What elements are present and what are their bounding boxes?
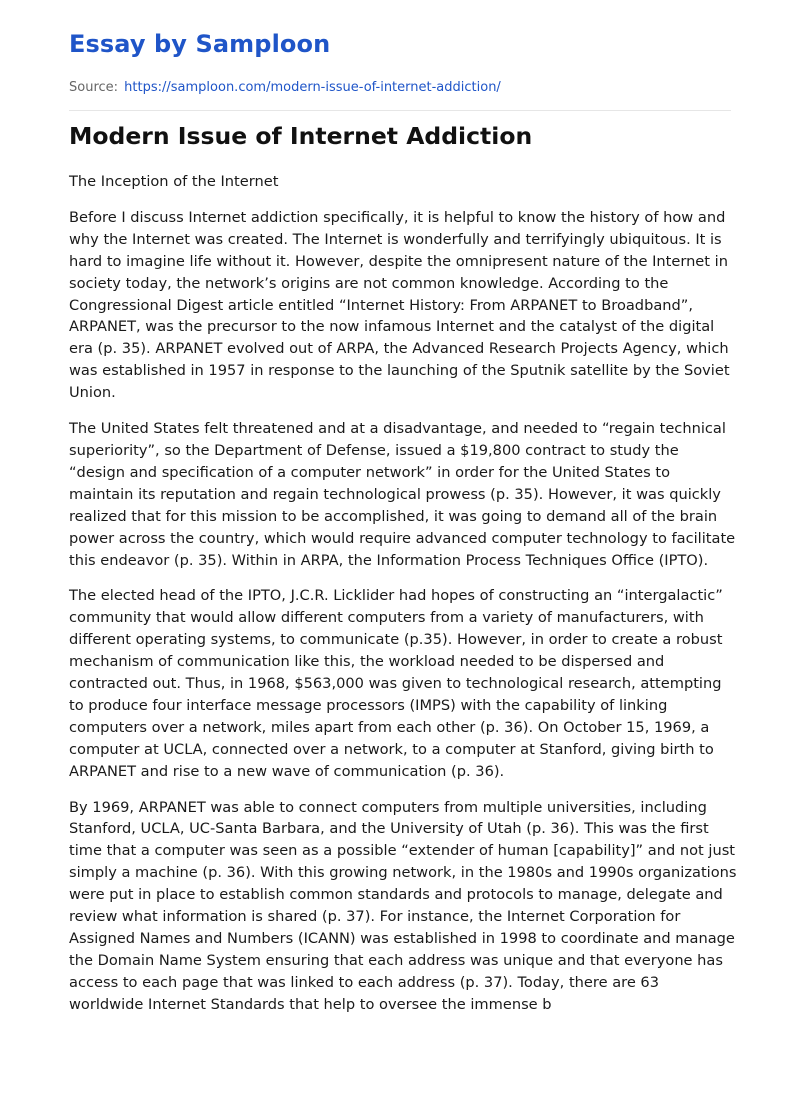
source-label: Source: — [69, 80, 119, 95]
paragraph: Before I discuss Internet addiction specifically, it is helpful to know the history of how and why the Internet was created. The Internet is wonderfully and terrifyingly ubiquitous. It is hard to imagine life without it. However, despite the omnipresent nature of the Internet in society today, the network’s origins are not common knowledge. According to the Congressional Digest article entitled “Internet History: From ARPANET to Broadband”, ARPANET, was the precursor to the now infamous Internet and the catalyst of the digital era (p. 35). ARPANET evolved out of ARPA, the Advanced Research Projects Agency, which was established in 1957 in response to the launching of the Sputnik satellite by the Soviet Union. — [69, 208, 730, 402]
paragraph: The elected head of the IPTO, J.C.R. Licklider had hopes of constructing an “intergalactic” community that would allow different computers from a variety of manufacturers, with different operating systems, to communicate (p.35). However, in order to create a robust mechanism of communication like this, the workload needed to be dispersed and contracted out. Thus, in 1968, $563,000 was given to technological research, attempting to produce four interface message processors (IMPS) with the capability of linking computers over a network, miles apart from each other (p. 36). On October 15, 1969, a computer at UCLA, connected over a network, to a computer at Stanford, giving birth to ARPANET and rise to a new wave of communication (p. 36). — [69, 587, 723, 780]
paragraph: The United States felt threatened and at a disadvantage, and needed to “regain technical superiority”, so the Department of Defense, issued a $19,800 contract to study the “design and specification of a computer network” in order for the United States to maintain its reputation and regain technological prowess (p. 35). However, it was quickly realized that for this mission to be accomplished, it was going to demand all of the brain power across the country, which would require advanced computer technology to facilitate this endeavor (p. 35). Within in ARPA, the Information Process Techniques Office (IPTO). — [69, 420, 736, 569]
paragraph: By 1969, ARPANET was able to connect computers from multiple universities, including Stanford, UCLA, UC-Santa Barbara, and the University of Utah (p. 36). This was the first time that a computer was seen as a possible “extender of human [capability]” and not just simply a machine (p. 36). With this growing network, in the 1980s and 1990s organizations were put in place to establish common standards and protocols to manage, delegate and review what information is shared (p. 37). For instance, the Internet Corporation for Assigned Names and Numbers (ICANN) was established in 1998 to coordinate and manage the Domain Name System ensuring that each address was unique and that everyone has access to each page that was linked to each address (p. 37). Today, there are 63 worldwide Internet Standards that help to oversee the immense b — [69, 798, 737, 1013]
section-heading: The Inception of the Internet — [69, 173, 279, 190]
header-divider — [69, 110, 731, 111]
source-link[interactable]: https://samploon.com/modern-issue-of-internet-addiction/ — [124, 80, 501, 95]
source-line — [69, 80, 501, 95]
article-body — [69, 171, 737, 1030]
site-brand[interactable]: Essay by Samploon — [69, 30, 331, 58]
article-title: Modern Issue of Internet Addiction — [69, 122, 533, 150]
